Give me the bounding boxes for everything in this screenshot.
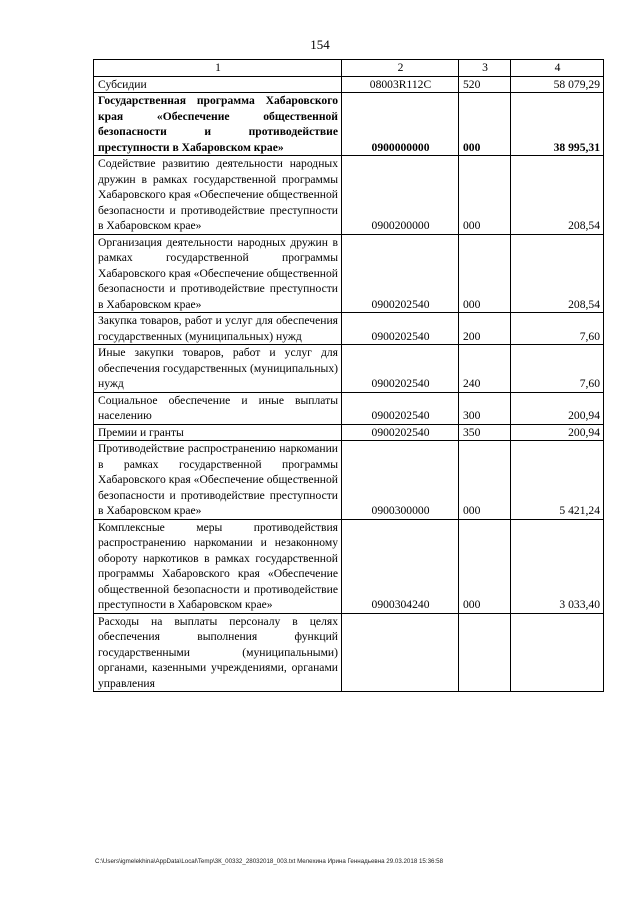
row-code-cell: 0900000000 xyxy=(342,93,459,156)
row-code-cell: 0900300000 xyxy=(342,441,459,520)
row-name-cell: Противодействие распространению наркомании в рамках государственной программы Хабаровского края «Обеспечение общественной безопасности и противодействие преступности в Хабаровском крае» xyxy=(94,441,342,520)
table-row xyxy=(94,234,604,313)
row-amount-cell: 7,60 xyxy=(511,313,604,345)
column-header-4: 4 xyxy=(511,60,604,77)
row-amount-cell: 200,94 xyxy=(511,392,604,424)
row-type-cell: 200 xyxy=(459,313,511,345)
row-amount-cell xyxy=(511,613,604,692)
row-code-cell xyxy=(342,613,459,692)
row-code-cell: 0900200000 xyxy=(342,156,459,235)
row-type-cell: 000 xyxy=(459,234,511,313)
row-amount-cell: 208,54 xyxy=(511,156,604,235)
table-row xyxy=(94,345,604,393)
row-name-cell: Иные закупки товаров, работ и услуг для обеспечения государственных (муниципальных) нужд xyxy=(94,345,342,393)
row-code-cell: 08003R112С xyxy=(342,76,459,93)
row-type-cell: 520 xyxy=(459,76,511,93)
row-type-cell: 000 xyxy=(459,441,511,520)
row-name-cell: Государственная программа Хабаровского края «Обеспечение общественной безопасности и противодействие преступности в Хабаровском крае» xyxy=(94,93,342,156)
column-header-3: 3 xyxy=(459,60,511,77)
row-code-cell: 0900202540 xyxy=(342,313,459,345)
row-amount-cell: 208,54 xyxy=(511,234,604,313)
row-type-cell xyxy=(459,613,511,692)
table-row xyxy=(94,519,604,613)
row-amount-cell: 38 995,31 xyxy=(511,93,604,156)
row-name-cell: Расходы на выплаты персоналу в целях обеспечения выполнения функций государственными (муниципальными) органами, казенными учреждениями, органами управления xyxy=(94,613,342,692)
row-amount-cell: 3 033,40 xyxy=(511,519,604,613)
row-name-cell: Содействие развитию деятельности народных дружин в рамках государственной программы Хабаровского края «Обеспечение общественной безопасности и противодействие преступности в Хабаровском крае» xyxy=(94,156,342,235)
row-amount-cell: 58 079,29 xyxy=(511,76,604,93)
column-header-1: 1 xyxy=(94,60,342,77)
row-type-cell: 300 xyxy=(459,392,511,424)
row-type-cell: 000 xyxy=(459,156,511,235)
table-row xyxy=(94,441,604,520)
table-body xyxy=(94,76,604,692)
row-name-cell: Организация деятельности народных дружин в рамках государственной программы Хабаровского края «Обеспечение общественной безопасности и противодействие преступности в Хабаровском крае» xyxy=(94,234,342,313)
footer-file-path: C:\Users\igmelekhina\AppData\Local\Temp\3К_00332_28032018_003.txt Мелехина Ирина Геннадьевна 29.03.2018 15:36:58 xyxy=(95,858,444,865)
table-row xyxy=(94,156,604,235)
row-type-cell: 350 xyxy=(459,424,511,441)
row-code-cell: 0900202540 xyxy=(342,424,459,441)
table-header-row xyxy=(94,60,604,77)
row-amount-cell: 200,94 xyxy=(511,424,604,441)
row-type-cell: 240 xyxy=(459,345,511,393)
row-type-cell: 000 xyxy=(459,519,511,613)
row-name-cell: Закупка товаров, работ и услуг для обеспечения государственных (муниципальных) нужд xyxy=(94,313,342,345)
row-name-cell: Субсидии xyxy=(94,76,342,93)
page-number: 154 xyxy=(310,37,330,52)
table-row xyxy=(94,424,604,441)
table-row xyxy=(94,392,604,424)
row-name-cell: Премии и гранты xyxy=(94,424,342,441)
row-amount-cell: 5 421,24 xyxy=(511,441,604,520)
row-name-cell: Социальное обеспечение и иные выплаты населению xyxy=(94,392,342,424)
row-code-cell: 0900202540 xyxy=(342,345,459,393)
row-amount-cell: 7,60 xyxy=(511,345,604,393)
row-name-cell: Комплексные меры противодействия распространению наркомании и незаконному обороту наркотиков в рамках государственной программы Хабаровского края «Обеспечение общественной безопасности и противодействие преступности в Хабаровском крае» xyxy=(94,519,342,613)
table-row xyxy=(94,313,604,345)
budget-table xyxy=(93,59,604,692)
table-row xyxy=(94,613,604,692)
row-code-cell: 0900202540 xyxy=(342,392,459,424)
table-row xyxy=(94,93,604,156)
row-code-cell: 0900202540 xyxy=(342,234,459,313)
row-code-cell: 0900304240 xyxy=(342,519,459,613)
column-header-2: 2 xyxy=(342,60,459,77)
table-row xyxy=(94,76,604,93)
row-type-cell: 000 xyxy=(459,93,511,156)
